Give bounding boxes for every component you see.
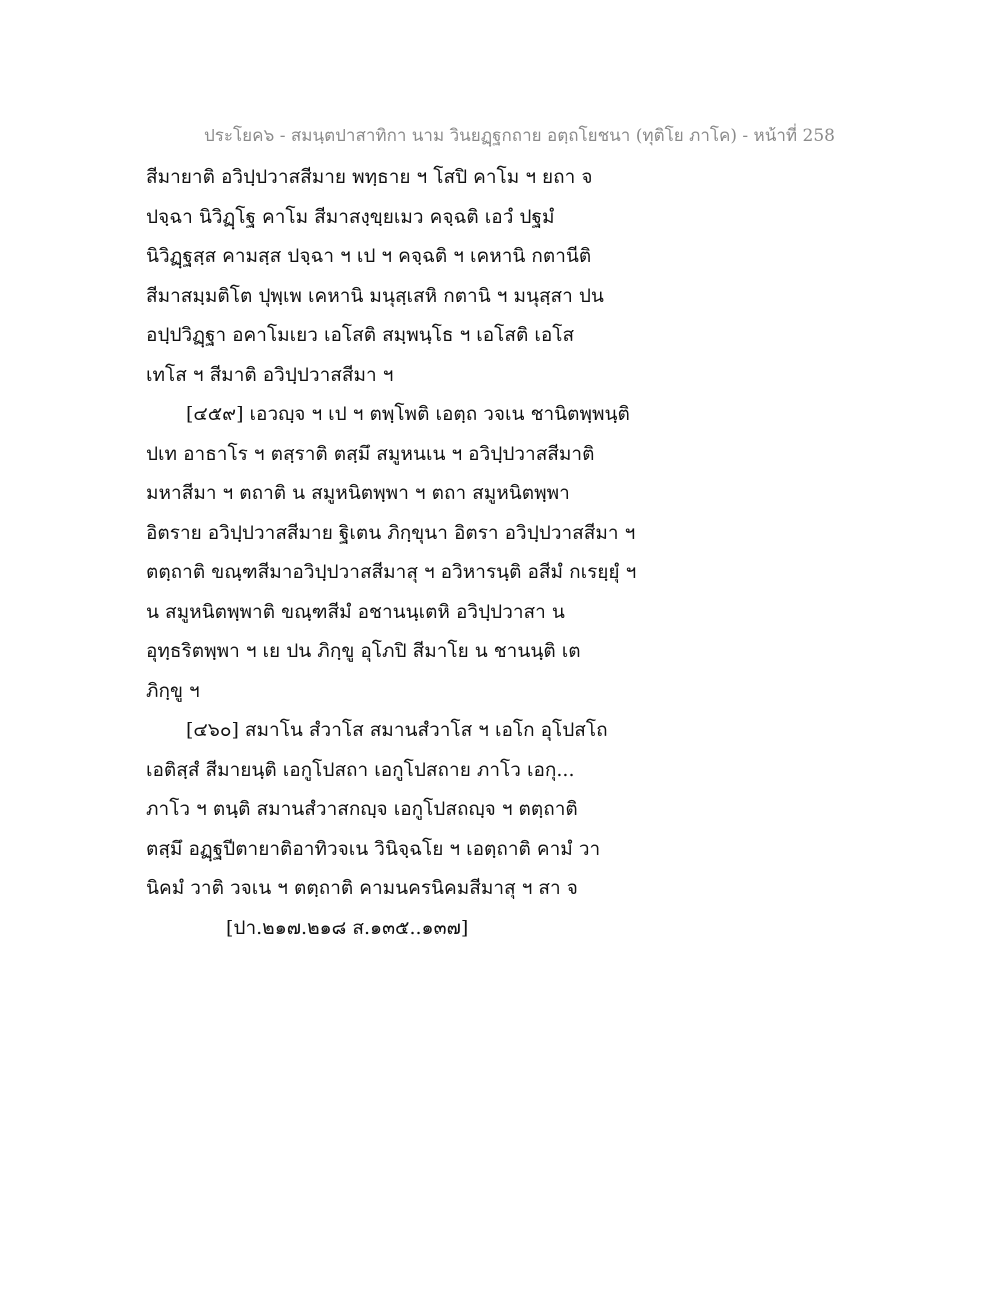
paragraph-459-start: [๔๕๙] เอวญฺจ ฯ เป ฯ ตพฺโพติ เอตฺถ วจเน ชานิตพฺพนฺติ — [186, 403, 630, 425]
text-line: ตตฺถาติ ขณฺฑสีมาอวิปฺปวาสสีมาสุ ฯ อวิหารนฺติ อสีมํ กเรยฺยุํ ฯ — [146, 561, 637, 583]
text-line: ปเท อาธาโร ฯ ตสฺราติ ตสฺมึ สมูหนเน ฯ อวิปฺปวาสสีมาติ — [146, 442, 595, 465]
body-text — [146, 158, 866, 948]
paragraph-460-start: [๔๖๐] สมาโน สํวาโส สมานสํวาโส ฯ เอโก อุโปสโถ — [186, 719, 608, 741]
text-line: ภิกฺขู ฯ — [146, 679, 200, 702]
reference-line: [ปา.๒๑๗.๒๑๘ ส.๑๓๕..๑๓๗] — [226, 916, 469, 939]
text-line: มหาสีมา ฯ ตถาติ น สมูหนิตพฺพา ฯ ตถา สมูหนิตพฺพา — [146, 482, 570, 504]
text-line: อปฺปวิฏฺฐา อคาโมเยว เอโสติ สมฺพนฺโธ ฯ เอโสติ เอโส — [146, 324, 575, 346]
text-line: เทโส ฯ สีมาติ อวิปฺปวาสสีมา ฯ — [146, 363, 394, 386]
text-line: ภาโว ฯ ตนฺติ สมานสํวาสกญฺจ เอกูโปสถญฺจ ฯ ตตฺถาติ — [146, 798, 578, 820]
page-header: ประโยค๖ - สมนฺตปาสาทิกา นาม วินยฏฺฐกถาย อตฺถโยชนา (ทุติโย ภาโค) - หน้าที่ 258 — [204, 126, 835, 146]
text-line: อิตราย อวิปฺปวาสสีมาย ฐิเตน ภิกฺขุนา อิตรา อวิปฺปวาสสีมา ฯ — [146, 521, 636, 544]
text-line: สีมายาติ อวิปฺปวาสสีมาย พทฺธาย ฯ โสปิ คาโม ฯ ยถา จ — [146, 166, 593, 188]
text-line: นิคมํ วาติ วจเน ฯ ตตฺถาติ คามนครนิคมสีมาสุ ฯ สา จ — [146, 877, 578, 899]
text-line: นิวิฏฺฐสฺส คามสฺส ปจฺฉา ฯ เป ฯ คจฺฉติ ฯ เคหานิ กตานีติ — [146, 245, 592, 267]
text-line: น สมูหนิตพฺพาติ ขณฺฑสีมํ อชานนฺเตหิ อวิปฺปวาสา น — [146, 600, 565, 623]
text-line: อุทฺธริตพฺพา ฯ เย ปน ภิกฺขู อุโภปิ สีมาโย น ชานนฺติ เต — [146, 640, 581, 662]
text-line: สีมาสมฺมติโต ปุพฺเพ เคหานิ มนุสฺเสหิ กตานิ ฯ มนุสฺสา ปน — [146, 284, 604, 307]
text-line: เอติสฺสํ สีมายนฺติ เอกูโปสถา เอกูโปสถาย ภาโว เอกุ... — [146, 758, 575, 781]
text-line: ตสฺมึ อฏฺฐปีตายาติอาทิวจเน วินิจฺฉโย ฯ เอตฺถาติ คามํ วา — [146, 837, 601, 860]
text-line: ปจฺฉา นิวิฏฺโฐ คาโม สีมาสงฺขฺยเมว คจฺฉติ เอวํ ปฐมํ — [146, 205, 555, 228]
